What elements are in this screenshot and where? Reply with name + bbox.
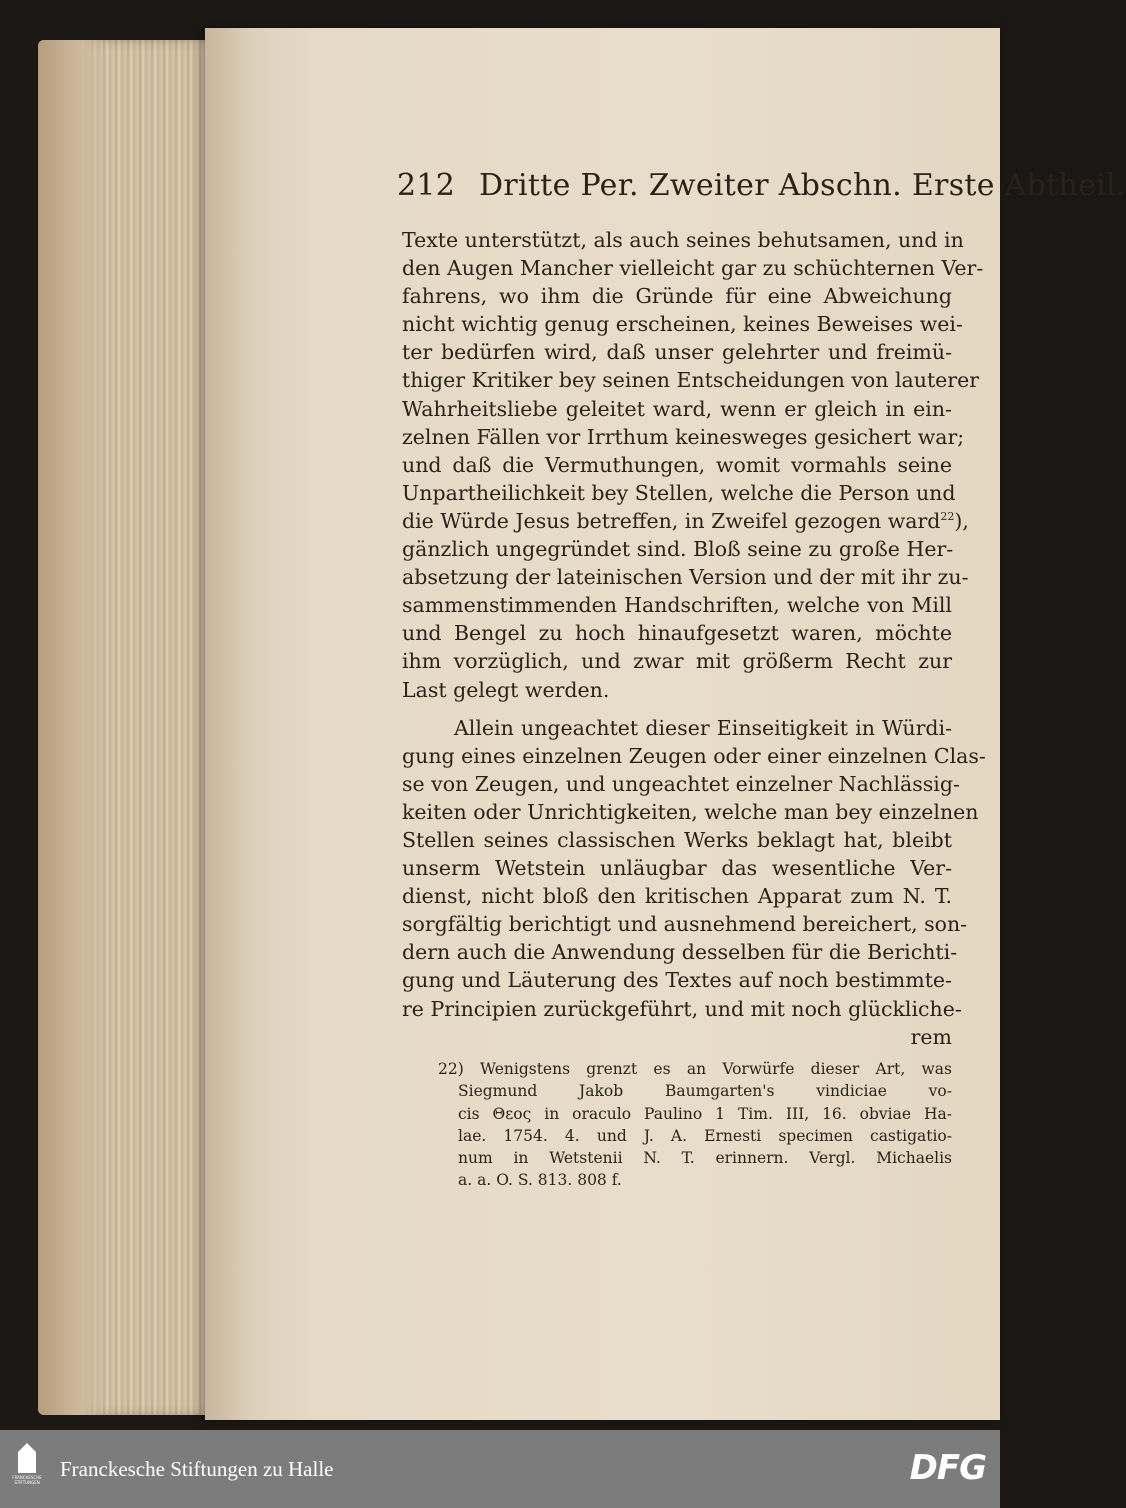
footnote bbox=[438, 1058, 952, 1192]
franckesche-stiftungen-logo[interactable] bbox=[12, 1443, 42, 1495]
text-line: sammenstimmenden Handschriften, welche von Mill bbox=[402, 593, 952, 618]
text-line: fahrens, wo ihm die Gründe für eine Abweichung bbox=[402, 284, 952, 309]
text-line: Stellen seines classischen Werks beklagt hat, bleibt bbox=[402, 827, 952, 852]
logo-caption bbox=[12, 1475, 41, 1485]
text-line: nicht wichtig genug erscheinen, keines Beweises wei- bbox=[402, 312, 963, 337]
text-line: Last gelegt werden. bbox=[402, 677, 610, 702]
running-head bbox=[397, 168, 1126, 203]
text-line: Unpartheilichkeit bey Stellen, welche die Person und bbox=[402, 480, 956, 505]
body-text bbox=[402, 226, 986, 1051]
text-line: zelnen Fällen vor Irrthum keinesweges gesichert war; bbox=[402, 424, 965, 449]
text-line: dienst, nicht bloß den kritischen Apparat zum N. T. bbox=[402, 884, 952, 909]
text-line: gänzlich ungegründet sind. Bloß seine zu große Her- bbox=[402, 537, 954, 562]
text-line: ter bedürfen wird, daß unser gelehrter und freimü- bbox=[402, 340, 952, 365]
footnote-line: a. a. O. S. 813. 808 f. bbox=[458, 1171, 622, 1190]
text-line: die Würde Jesus betreffen, in Zweifel gezogen ward bbox=[402, 508, 941, 533]
text-line: thiger Kritiker bey seinen Entscheidungen von lauterer bbox=[402, 368, 980, 393]
text-line: unserm Wetstein unläugbar das wesentliche Ver- bbox=[402, 856, 952, 881]
text-line: sorgfältig berichtigt und ausnehmend bereichert, son- bbox=[402, 912, 968, 937]
footnote-line: cis Θεος in oraculo Paulino 1 Tim. III, 16. obviae Ha- bbox=[458, 1104, 952, 1123]
footnote-reference-suffix: ), bbox=[954, 508, 969, 533]
text-line: Texte unterstützt, als auch seines behutsamen, und in bbox=[402, 228, 964, 252]
logo-caption-line: FRANCKESCHE bbox=[12, 1475, 42, 1480]
text-line: gung eines einzelnen Zeugen oder einer einzelnen Clas- bbox=[402, 743, 986, 768]
running-head-title: Dritte Per. Zweiter Abschn. Erste Abtheil. bbox=[479, 168, 1126, 203]
text-line: und Bengel zu hoch hinaufgesetzt waren, möchte bbox=[402, 621, 952, 646]
text-line: den Augen Mancher vielleicht gar zu schüchternen Ver- bbox=[402, 256, 984, 281]
footnote-line: 22) Wenigstens grenzt es an Vorwürfe dieser Art, was bbox=[438, 1060, 952, 1078]
page-number: 212 bbox=[397, 168, 456, 203]
catchword: rem bbox=[910, 1024, 952, 1049]
institution-name[interactable]: Franckesche Stiftungen zu Halle bbox=[60, 1456, 334, 1481]
text-line-with-footnote bbox=[402, 507, 969, 535]
text-line: Allein ungeachtet dieser Einseitigkeit in Würdi- bbox=[454, 715, 952, 740]
footer-bar bbox=[0, 1430, 1000, 1508]
text-line: ihm vorzüglich, und zwar mit größerm Recht zur bbox=[402, 649, 952, 674]
footnote-line: num in Wetstenii N. T. erinnern. Vergl. Michaelis bbox=[458, 1149, 952, 1168]
text-line: und daß die Vermuthungen, womit vormahls seine bbox=[402, 452, 952, 477]
dfg-logo[interactable]: DFG bbox=[909, 1448, 986, 1488]
text-line: absetzung der lateinischen Version und der mit ihr zu- bbox=[402, 565, 969, 590]
text-line: Wahrheitsliebe geleitet ward, wenn er gleich in ein- bbox=[402, 396, 952, 421]
text-line: dern auch die Anwendung desselben für die Berichti- bbox=[402, 940, 958, 965]
logo-caption-line: STIFTUNGEN bbox=[14, 1480, 40, 1485]
footnote-reference: 22 bbox=[940, 510, 955, 524]
footnote-line: lae. 1754. 4. und J. A. Ernesti specimen castigatio- bbox=[458, 1126, 952, 1145]
footnote-line: Siegmund Jakob Baumgarten's vindiciae vo- bbox=[458, 1082, 952, 1101]
text-line: keiten oder Unrichtigkeiten, welche man bey einzelnen bbox=[402, 799, 979, 824]
text-line: se von Zeugen, und ungeachtet einzelner Nachlässig- bbox=[402, 771, 960, 796]
text-line: re Principien zurückgeführt, und mit noch glückliche- bbox=[402, 996, 962, 1021]
text-line: gung und Läuterung des Textes auf noch bestimmte- bbox=[402, 968, 952, 993]
building-icon bbox=[18, 1443, 36, 1473]
